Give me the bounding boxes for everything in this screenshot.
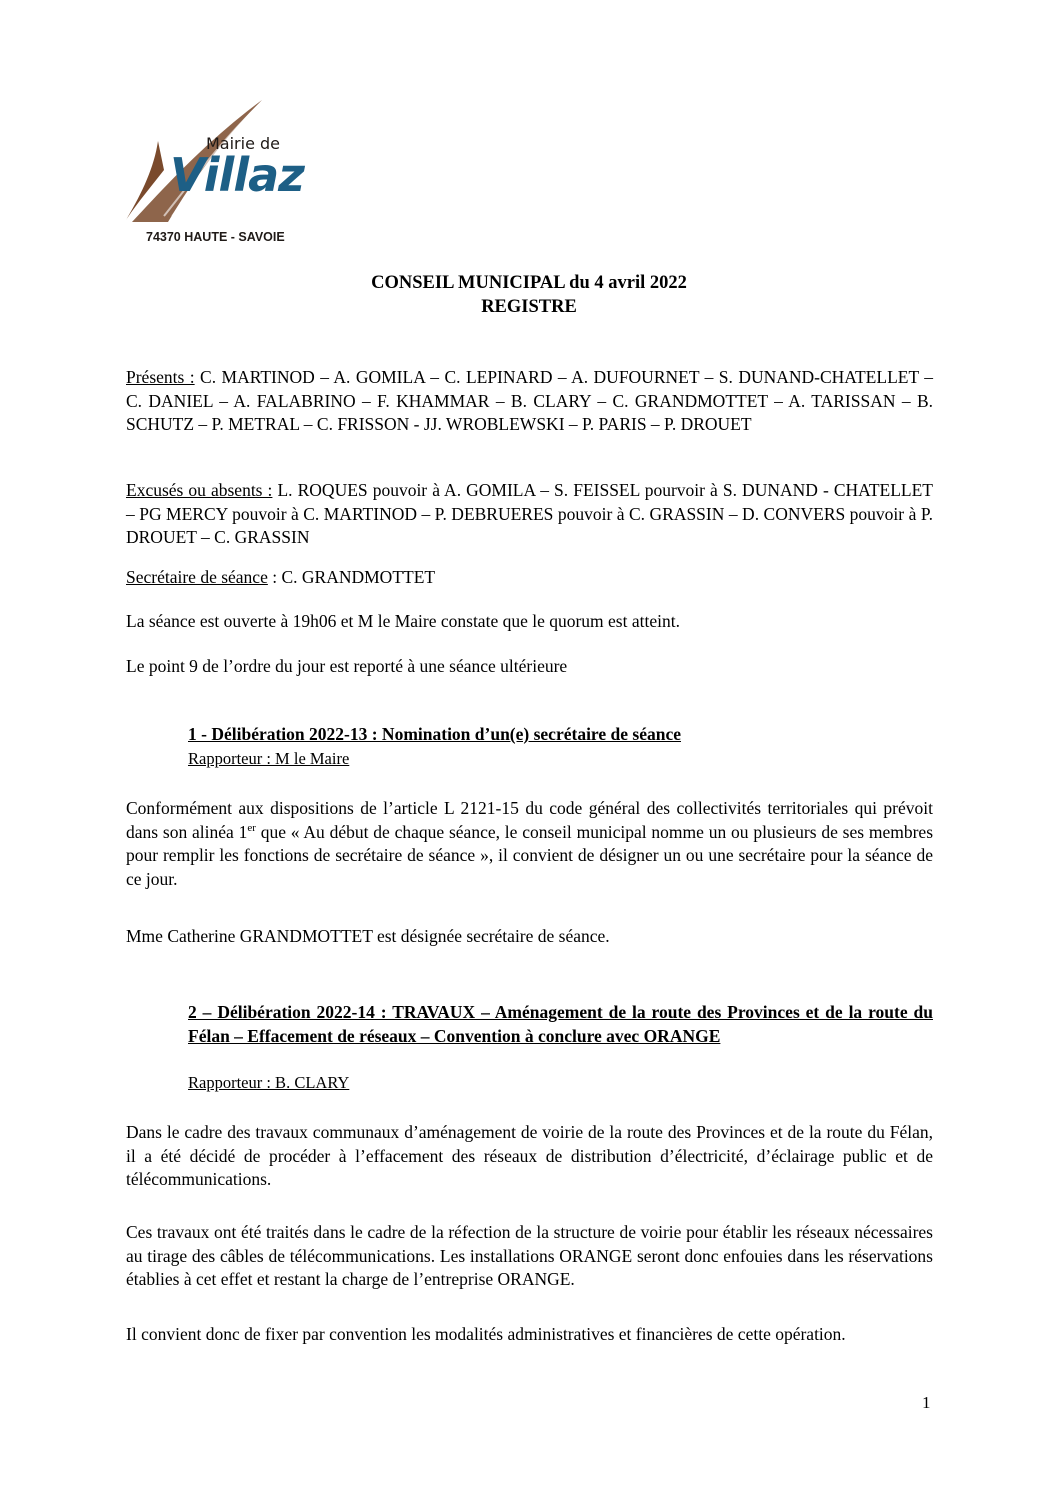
item2-paragraph-2: Ces travaux ont été traités dans le cadre de la réfection de la structure de voirie pour établir les réseaux nécessaires au tirage des câbles de télécommunications. Les installations ORANGE seront donc enfouies dans les réservations établies à cet effet et restant la charge de l’entreprise ORANGE. bbox=[126, 1222, 933, 1289]
item1-paragraph-1: Conformément aux dispositions de l’article L 2121-15 du code général des collectivités territoriales qui prévoit dans son alinéa 1er que « Au début de chaque séance, le conseil municipal nomme un ou plusieurs de ses membres pour remplir les fonctions de secrétaire de séance », il convient de désigner un ou une secrétaire pour la séance de ce jour. bbox=[126, 798, 933, 889]
postponed-paragraph: Le point 9 de l’ordre du jour est reporté à une séance ultérieure bbox=[126, 656, 568, 676]
logo-mairie-text: Mairie de bbox=[206, 134, 281, 153]
secretary-name: : C. GRANDMOTTET bbox=[267, 567, 436, 587]
item1-heading: 1 - Délibération 2022-13 : Nomination d’un(e) secrétaire de séance bbox=[188, 724, 681, 744]
logo-villaz-text: Villaz bbox=[170, 148, 304, 202]
villaz-logo bbox=[124, 98, 304, 248]
item2-heading: 2 – Délibération 2022-14 : TRAVAUX – Aménagement de la route des Provinces et de la route du Félan – Effacement de réseaux – Convention à conclure avec ORANGE bbox=[188, 1002, 933, 1046]
logo-address-text: 74370 HAUTE - SAVOIE bbox=[146, 230, 285, 244]
page-number: 1 bbox=[922, 1393, 931, 1412]
present-label: Présents : bbox=[126, 367, 195, 387]
item1-paragraph-2: Mme Catherine GRANDMOTTET est désignée secrétaire de séance. bbox=[126, 926, 610, 946]
document-title: CONSEIL MUNICIPAL du 4 avril 2022 bbox=[371, 273, 687, 293]
absent-label: Excusés ou absents : bbox=[126, 480, 273, 500]
secretary-label: Secrétaire de séance bbox=[126, 567, 268, 587]
present-paragraph bbox=[126, 366, 933, 437]
document-subtitle: REGISTRE bbox=[481, 297, 577, 317]
item2-paragraph-1: Dans le cadre des travaux communaux d’aménagement de voirie de la route des Provinces et de la route du Félan, il a été décidé de procéder à l’effacement des réseaux de distribution d’électricité, d’éclairage public et de télécommunications. bbox=[126, 1122, 933, 1189]
item2-rapporteur: Rapporteur : B. CLARY bbox=[188, 1073, 350, 1092]
item2-paragraph-3: Il convient donc de fixer par convention les modalités administratives et financières de cette opération. bbox=[126, 1324, 846, 1344]
present-list: C. MARTINOD – A. GOMILA – C. LEPINARD – A. DUFOURNET – S. DUNAND-CHATELLET – C. DANIEL – A. FALABRINO – F. KHAMMAR – B. CLARY – C. GRANDMOTTET – A. TARISSAN – B. SCHUTZ – P. METRAL – C. FRISSON - JJ. WROBLEWSKI – P. PARIS – P. DROUET bbox=[126, 367, 933, 434]
secretary-paragraph bbox=[126, 566, 933, 590]
opening-paragraph: La séance est ouverte à 19h06 et M le Maire constate que le quorum est atteint. bbox=[126, 611, 680, 631]
item1-rapporteur: Rapporteur : M le Maire bbox=[188, 749, 350, 768]
absent-paragraph bbox=[126, 479, 933, 550]
absent-list: L. ROQUES pouvoir à A. GOMILA – S. FEISSEL pourvoir à S. DUNAND - CHATELLET – PG MERCY pouvoir à C. MARTINOD – P. DEBRUERES pouvoir à C. GRASSIN – D. CONVERS pouvoir à P. DROUET – C. GRASSIN bbox=[126, 480, 933, 547]
